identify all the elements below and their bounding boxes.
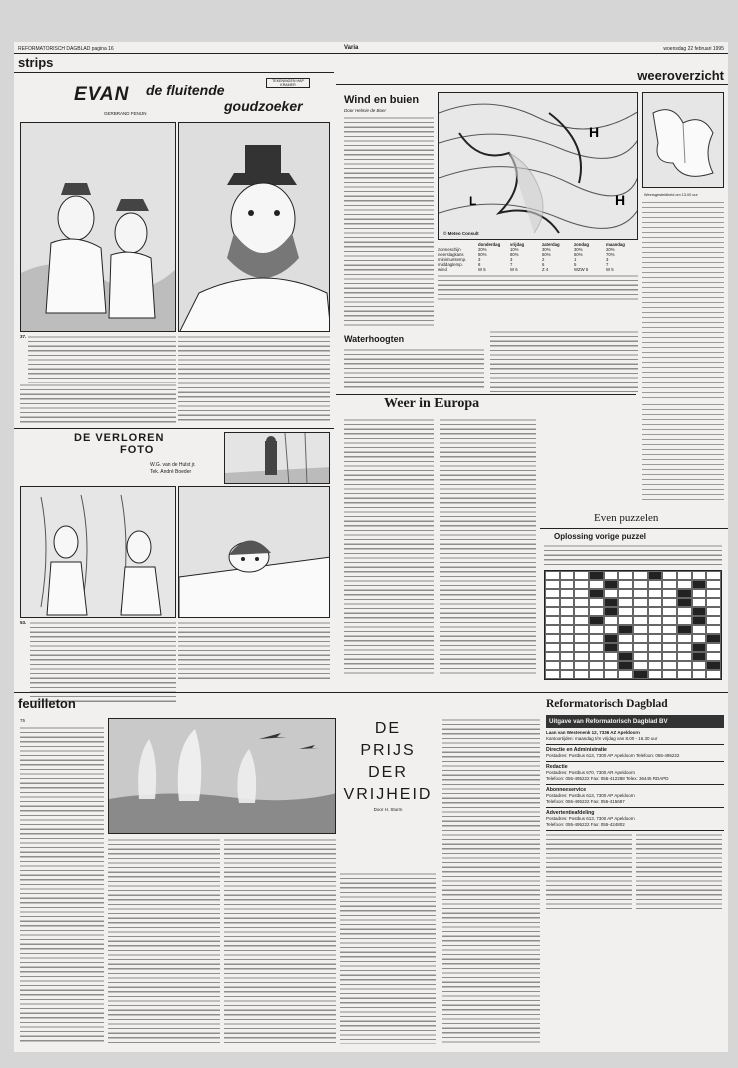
- feuilleton-label: feuilleton: [18, 696, 76, 711]
- waterhoogten-title: Waterhoogten: [344, 334, 405, 344]
- foto-panel-left: [20, 486, 176, 618]
- svg-text:H: H: [589, 124, 600, 140]
- svg-text:L: L: [469, 194, 477, 208]
- foto-text-right: [178, 621, 330, 681]
- foto-panel-right: [178, 486, 330, 618]
- europe-col-2: [440, 418, 536, 676]
- europe-title: Weer in Europa: [384, 396, 480, 411]
- feuilleton-col-2: [108, 838, 220, 1044]
- weather-map: H H L © Meteo Consult: [438, 92, 638, 240]
- weather-banner: weeroverzicht: [637, 68, 724, 83]
- newspaper-page: REFORMATORISCH DAGBLAD pagina 16 Varia woensdag 22 februari 1995 strips EVAN de fluitende goudzoeker TEKENINGEN HAP KRAMER GERBRAND FENIJN 37. DE VERLOREN FOTO W.G. van de Hulst jr. Tek. André Boeder 53. weeroverzicht Wind en buien Door Helmie de Boer H H L © Meteo Consult donderdag vrijdag zaterdag zondag maandag zonneschijn 20% 10% 30% 30% 20% neerslagkans 80% 80% 60% 60% 70% minimumtemp. 3 3 2 1 3 middagtemp. 8 7 6 5 7 wind W 5 W 6 Z 4 WZW 5 W 5 Waterhoogten Weersgesteldheid om 13.00 uur Weer in Europa Even puzzelen Oplossing vorige puzzel feuilleton 75 DE PRIJS DER VRIJHEID Door H. Sturm Reformatorisch Dagblad Uitgave van Reformatorisch Dagblad BV Laan van Westenenk 12, 7336 AZ Apeldoorn Kantoortijden: maandag t/m vrijdag van 8.00 - 16.30 uur Directie en Administratie Postadres: Postbus 613, 7300 AP Apeldoorn Telefoon: 055-495222 Redactie Postadres: Postbus 670, 7300 AR Apeldoorn Telefoon: 055-495222 Fax: 055-412288 Telex: 36445 RDAPD Abonneeservice Postadres: Postbus 613, 7300 AP Apeldoorn Telefoon: 055-495222 Fax: 055-415687 Advertentieafdeling Postadres: Postbus 613, 7300 AP Apeldoorn Telefoon: 055-495222 Fax: 055-424802: [14, 42, 728, 1052]
- forecast-table: donderdag vrijdag zaterdag zondag maandag zonneschijn 20% 10% 30% 30% 20% neerslagkans 80% 80% 60% 60% 70% minimumtemp. 3 3 2 1 3 middagtemp. 8 7 6 5 7 wind W 5 W 6 Z 4 WZW 5 W 5: [438, 242, 625, 272]
- station-table: [642, 200, 724, 400]
- crossword-solution: [544, 570, 722, 680]
- evan-text-left: [28, 335, 176, 383]
- page-date: woensdag 22 februari 1995: [663, 46, 724, 52]
- evan-title: EVAN de fluitende goudzoeker TEKENINGEN HAP KRAMER GERBRAND FENIJN: [34, 78, 324, 118]
- feuilleton-col-4: [340, 872, 436, 1044]
- evan-text-right: [178, 335, 330, 421]
- feuilleton-title: DE PRIJS DER VRIJHEID Door H. Sturm: [343, 720, 433, 812]
- feuilleton-illustration: [108, 718, 336, 834]
- feuilleton-col-5: [442, 718, 540, 1044]
- puzzle-title: Oplossing vorige puzzel: [554, 532, 647, 541]
- evan-panel-left: [20, 122, 176, 332]
- section-name: Varia: [344, 45, 359, 51]
- svg-text:H: H: [615, 192, 626, 208]
- feuilleton-col-1: [20, 726, 104, 1044]
- strips-label: strips: [18, 55, 54, 70]
- foto-panel-top: [224, 432, 330, 484]
- colophon: Reformatorisch Dagblad Uitgave van Reformatorisch Dagblad BV Laan van Westenenk 12, 7336 AZ Apeldoorn Kantoortijden: maandag t/m vrijdag van 8.00 - 16.30 uur Directie en Administratie Postadres: Postbus 613, 7300 AP Apeldoorn Telefoon: 055-495222 Redactie Postadres: Postbus 670, 7300 AR Apeldoorn Telefoon: 055-495222 Fax: 055-412288 Telex: 36445 RDAPD Abonneeservice Postadres: Postbus 613, 7300 AP Apeldoorn Telefoon: 055-495222 Fax: 055-415687 Advertentieafdeling Postadres: Postbus 613, 7300 AP Apeldoorn Telefoon: 055-495222 Fax: 055-424802: [546, 698, 724, 1044]
- feuilleton-col-3: [224, 838, 336, 1044]
- europe-col-1: [344, 418, 434, 676]
- puzzle-banner: Even puzzelen: [594, 512, 659, 524]
- europe-map: [642, 92, 724, 188]
- foto-title: DE VERLOREN FOTO: [74, 432, 165, 456]
- evan-panel-right: [178, 122, 330, 332]
- weather-article: [344, 116, 434, 326]
- page-folio: REFORMATORISCH DAGBLAD pagina 16: [18, 46, 114, 52]
- weather-title: Wind en buien: [344, 94, 420, 106]
